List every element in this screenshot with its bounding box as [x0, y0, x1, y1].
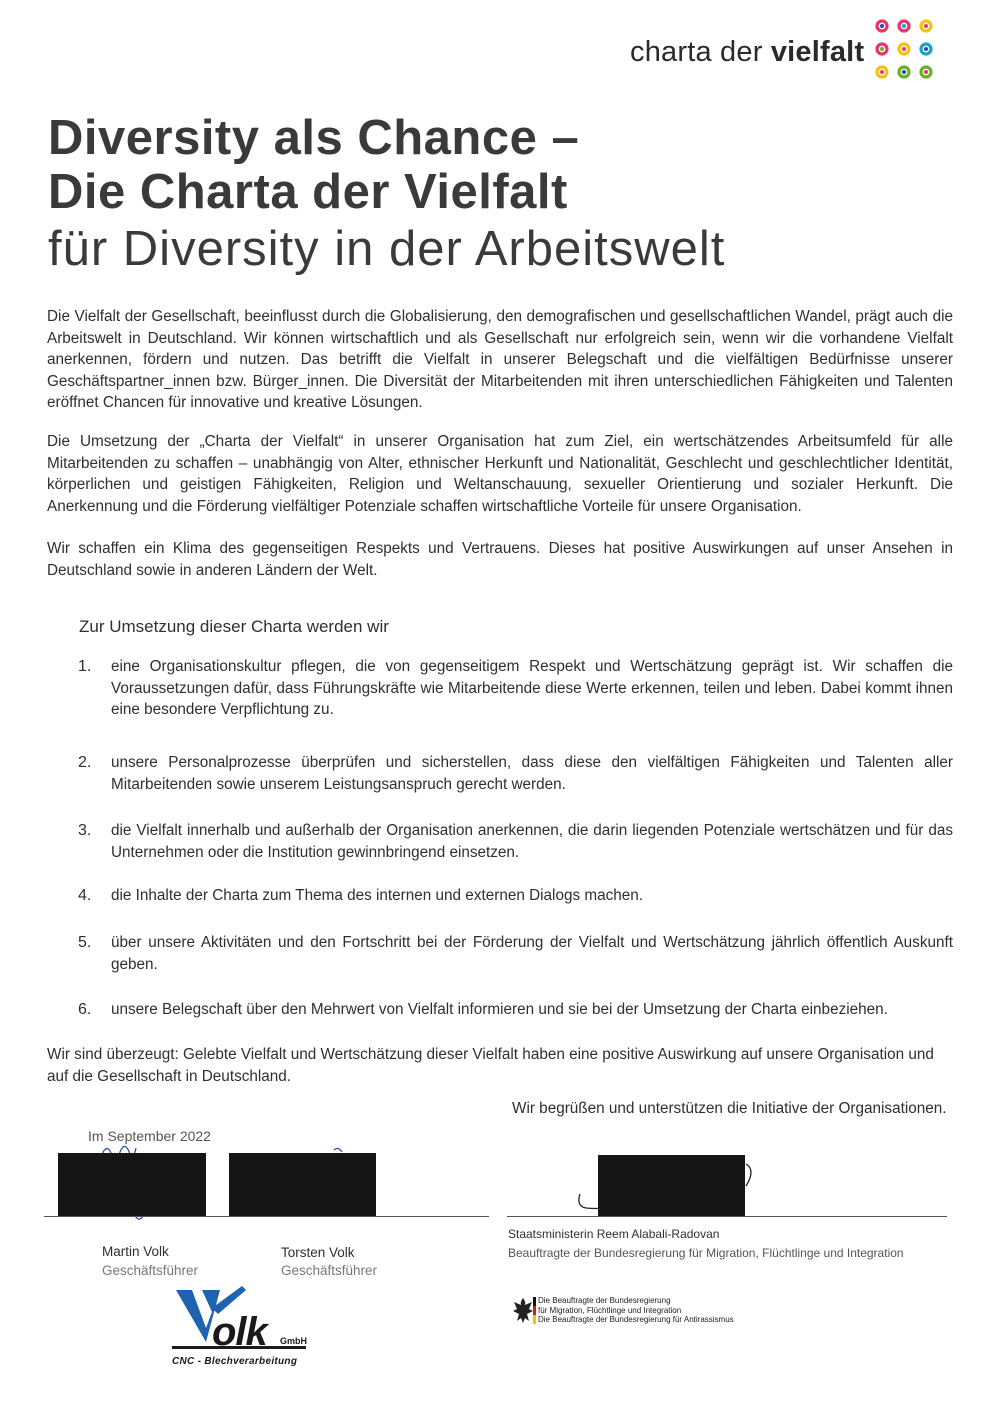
title-line-1: Diversity als Chance –: [48, 111, 580, 165]
list-number: 2.: [78, 754, 92, 771]
paragraph-intro: Die Vielfalt der Gesellschaft, beeinflusst durch die Globalisierung, den demografischen und gesellschaftlichen Wandel, prägt auch die Arbeitswelt in Deutschland. Wir können wirtschaftlich und als Gesellschaft nur erfolgreich sein, wenn wir die vorhandene Vielfalt anerkennen, fördern und nutzen. Das betrifft die Vielfalt in unserer Belegschaft und die vielfältigen Bedürfnisse unserer Geschäftspartner_innen bzw. Bürger_innen. Die Diversität der Mitarbeitenden mit ihren unterschiedlichen Fähigkeiten und Talenten eröffnet Chancen für innovative und kreative Lösungen.: [47, 308, 953, 411]
federal-logo-line-1: Die Beauftragte der Bundesregierung: [538, 1296, 671, 1305]
signature-line-right: [507, 1216, 947, 1217]
vielfalt-dots-icon: [872, 18, 942, 84]
brand-text-bold: vielfalt: [770, 36, 865, 68]
signatory-name-1: Martin Volk: [102, 1244, 169, 1259]
federal-logo-line-2: für Migration, Flüchtlinge und Integration: [538, 1305, 682, 1315]
list-text: unsere Personalprozesse überprüfen und sicherstellen, dass diese den vielfältigen Fähigkeiten und Talenten aller Mitarbeitenden sowie unserem Leistungsanspruch gerecht werden.: [111, 754, 953, 793]
federal-eagle-icon: [509, 1296, 537, 1326]
brand-text-light: charta der: [630, 36, 771, 68]
list-item: [78, 885, 953, 907]
charta-der-vielfalt-logo-text: [630, 36, 864, 69]
closing-statement: Wir sind überzeugt: Gelebte Vielfalt und Wertschätzung dieser Vielfalt haben eine positive Auswirkung auf unsere Organisation und auf die Gesellschaft in Deutschland.: [47, 1046, 934, 1085]
volk-tagline: CNC - Blechverarbeitung: [172, 1356, 298, 1367]
list-text: eine Organisationskultur pflegen, die von gegenseitigem Respekt und Wertschätzung geprägt ist. Wir schaffen die Voraussetzungen dafür, dass Führungskräfte wie Mitarbeitende diese Werte erkennen, teilen und leben. Dabei kommt ihnen eine besondere Verpflichtung zu.: [111, 658, 953, 718]
list-number: 5.: [78, 934, 92, 951]
signatory-role-2: Geschäftsführer: [281, 1263, 378, 1278]
list-item: [78, 752, 953, 795]
title-line-2: Die Charta der Vielfalt: [48, 165, 568, 219]
federal-logo-text: [538, 1296, 734, 1325]
paragraph-implementation: Die Umsetzung der „Charta der Vielfalt“ in unserer Organisation hat zum Ziel, ein wertschätzendes Arbeitsumfeld für alle Mitarbeitenden zu schaffen – unabhängig von Alter, ethnischer Herkunft und Nationalität, Geschlecht und geschlechtlicher Identität, körperlichen und geistigen Fähigkeiten, Religion und Weltanschauung, sexueller Orientierung und sozialer Herkunft. Die Anerkennung und die Förderung vielfältiger Potenziale schaffen wirtschaftliche Vorteile für unsere Organisation.: [47, 433, 953, 515]
signature-line-left: [44, 1216, 489, 1217]
list-item: [78, 999, 953, 1021]
signatory-role-1: Geschäftsführer: [102, 1263, 199, 1278]
list-number: 4.: [78, 887, 92, 904]
list-item: [78, 932, 953, 975]
list-number: 6.: [78, 1001, 92, 1018]
minister-role: Beauftragte der Bundesregierung für Migration, Flüchtlinge und Integration: [508, 1246, 904, 1260]
list-text: die Inhalte der Charta zum Thema des internen und externen Dialogs machen.: [111, 887, 644, 904]
list-item: [78, 820, 953, 863]
volk-wordmark: olk: [212, 1310, 267, 1354]
redacted-signature-1: [58, 1153, 206, 1216]
support-statement: Wir begrüßen und unterstützen die Initiative der Organisationen.: [512, 1100, 947, 1117]
signature-date: Im September 2022: [88, 1128, 211, 1144]
list-text: unsere Belegschaft über den Mehrwert von Vielfalt informieren und sie bei der Umsetzung der Charta einbeziehen.: [111, 1001, 888, 1018]
federal-logo-line-3: Die Beauftragte der Bundesregierung für Antirassismus: [538, 1315, 734, 1324]
signatory-name-2: Torsten Volk: [281, 1245, 355, 1260]
list-text: die Vielfalt innerhalb und außerhalb der Organisation anerkennen, die darin liegenden Potenziale wertschätzen und für das Unternehmen oder die Institution gewinnbringend einsetzen.: [111, 822, 953, 861]
volk-gmbh-suffix: GmbH: [280, 1336, 307, 1346]
list-number: 1.: [78, 658, 92, 675]
minister-name: Staatsministerin Reem Alabali-Radovan: [508, 1227, 720, 1241]
section-title: Zur Umsetzung dieser Charta werden wir: [79, 617, 389, 636]
list-number: 3.: [78, 822, 92, 839]
redacted-signature-2: [229, 1153, 376, 1216]
paragraph-climate: Wir schaffen ein Klima des gegenseitigen Respekts und Vertrauens. Dieses hat positive Auswirkungen auf unser Ansehen in Deutschland sowie in anderen Ländern der Welt.: [47, 540, 953, 579]
title-line-3: für Diversity in der Arbeitswelt: [48, 222, 726, 276]
list-item: [78, 656, 953, 721]
redacted-signature-3: [598, 1155, 745, 1216]
list-text: über unsere Aktivitäten und den Fortschritt bei der Förderung der Vielfalt und Wertschätzung jährlich öffentlich Auskunft geben.: [111, 934, 953, 973]
